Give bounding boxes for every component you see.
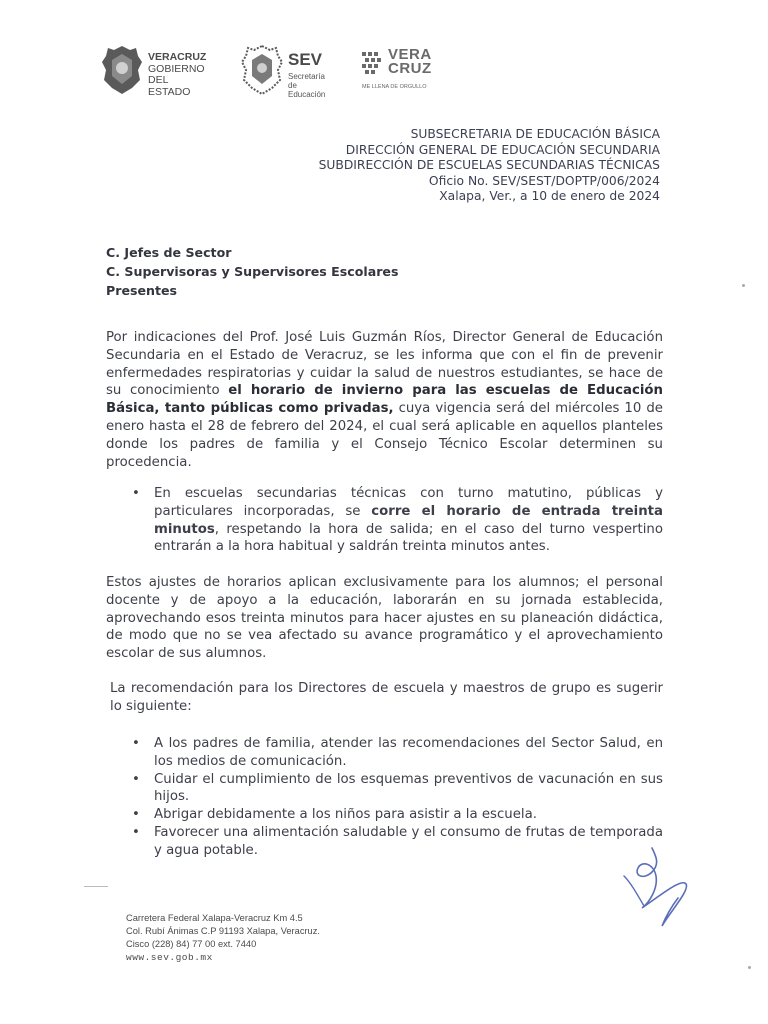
bullet-icon: • (132, 736, 140, 751)
header-subsecretaria: SUBSECRETARIA DE EDUCACIÓN BÁSICA (410, 127, 660, 141)
bullet-icon: • (132, 486, 140, 501)
footer-line2: Col. Rubí Ánimas C.P 91193 Xalapa, Veracruz. (126, 926, 320, 936)
footer-address (126, 912, 320, 964)
footer-line3: Cisco (228) 84) 77 00 ext. 7440 (126, 939, 257, 949)
recommendation-2: Cuidar el cumplimiento de los esquemas preventivos de vacunación en sus hijos. (154, 771, 663, 805)
vera-line1: VERA (388, 46, 432, 63)
gobierno-line1: VERACRUZ (148, 51, 207, 63)
footer-website-link[interactable]: www.sev.gob.mx (126, 952, 213, 963)
bullet-icon: • (132, 771, 140, 787)
bullet-icon: • (132, 824, 140, 840)
recommendation-3: Abrigar debidamente a los niños para asistir a la escuela. (154, 807, 537, 823)
addressee-presentes: Presentes (106, 283, 178, 298)
list-item (132, 485, 663, 556)
scan-dot (748, 966, 751, 969)
scan-dot (742, 284, 745, 287)
list-item (132, 806, 663, 824)
schedule-list (132, 485, 663, 556)
list-item (132, 735, 663, 771)
header-subdireccion: SUBDIRECCIÓN DE ESCUELAS SECUNDARIAS TÉCNICAS (318, 158, 660, 172)
sev-sub1: Secretaría (288, 72, 325, 81)
office-header (319, 127, 660, 205)
addressee-jefes: C. Jefes de Sector (106, 245, 232, 260)
intro-text-b: cuya vigencia será del miércoles 10 de enero hasta el 28 de febrero del 2024, el cual será aplicable en aquellos planteles donde los padres de familia y el Consejo Técnico Escolar determinen su procedencia. (106, 401, 663, 470)
header-oficio: Oficio No. SEV/SEST/DOPTP/006/2024 (428, 173, 660, 188)
paragraph-intro (106, 329, 663, 471)
addressees (106, 243, 398, 300)
header-direccion: DIRECCIÓN GENERAL DE EDUCACIÓN SECUNDARIA (345, 142, 660, 157)
vera-tagline: ME LLENA DE ORGULLO (362, 84, 427, 90)
recommendation-1: A los padres de familia, atender las recomendaciones del Sector Salud, en los medios de comunicación. (154, 736, 663, 769)
header-logos (100, 44, 460, 100)
schedule-text-b: , respetando la hora de salida; en el caso del turno vespertino entrarán a la hora habitual y saldrán treinta minutos antes. (154, 521, 663, 555)
recommendation-4: Favorecer una alimentación saludable y el consumo de frutas de temporada y agua potable. (154, 824, 663, 858)
bullet-icon: • (132, 807, 140, 823)
addressee-supervisores: C. Supervisoras y Supervisores Escolares (106, 264, 399, 279)
sev-title: SEV (288, 50, 323, 69)
list-item (132, 824, 663, 860)
paragraph-recommendation: La recomendación para los Directores de escuela y maestros de grupo es sugerir lo siguiente: (110, 681, 663, 714)
divider (84, 886, 108, 887)
footer-line1: Carretera Federal Xalapa-Veracruz Km 4.5 (126, 913, 303, 923)
sev-crest-icon (240, 44, 284, 96)
gobierno-line3: DEL ESTADO (148, 74, 191, 98)
veracruz-pattern-icon (362, 52, 384, 74)
gobierno-line2: GOBIERNO (148, 62, 205, 75)
signature-icon (622, 846, 692, 932)
vera-line2: CRUZ (388, 60, 432, 77)
schedule-text-a: En escuelas secundarias técnicas con turno matutino, públicas y particulares incorporadas, se (154, 486, 663, 519)
sev-sub2: de Educación (288, 81, 326, 99)
header-fecha: Xalapa, Ver., a 10 de enero de 2024 (439, 189, 660, 203)
schedule-text-bold: corre el horario de entrada treinta minutos (154, 503, 663, 537)
intro-text-bold: el horario de invierno para las escuelas de Educación Básica, tanto públicas como privadas, (106, 383, 663, 417)
veracruz-crest-icon (100, 44, 144, 96)
list-item (132, 771, 663, 807)
paragraph-adjustments: Estos ajustes de horarios aplican exclusivamente para los alumnos; el personal docente y de apoyo a la educación, laborarán en su jornada establecida, aprovechando esos treinta minutos para hacer ajustes en su planeación didáctica, de modo que no se vea afectado su avance programático y el aprovechamiento escolar de sus alumnos. (106, 575, 663, 662)
intro-text-a: Por indicaciones del Prof. José Luis Guzmán Ríos, Director General de Educación Secundaria en el Estado de Veracruz, se les informa que con el fin de prevenir enfermedades respiratorias y cuidar la salud de nuestros estudiantes, se hace de su conocimiento (106, 330, 663, 399)
recommendations-list (132, 735, 663, 860)
